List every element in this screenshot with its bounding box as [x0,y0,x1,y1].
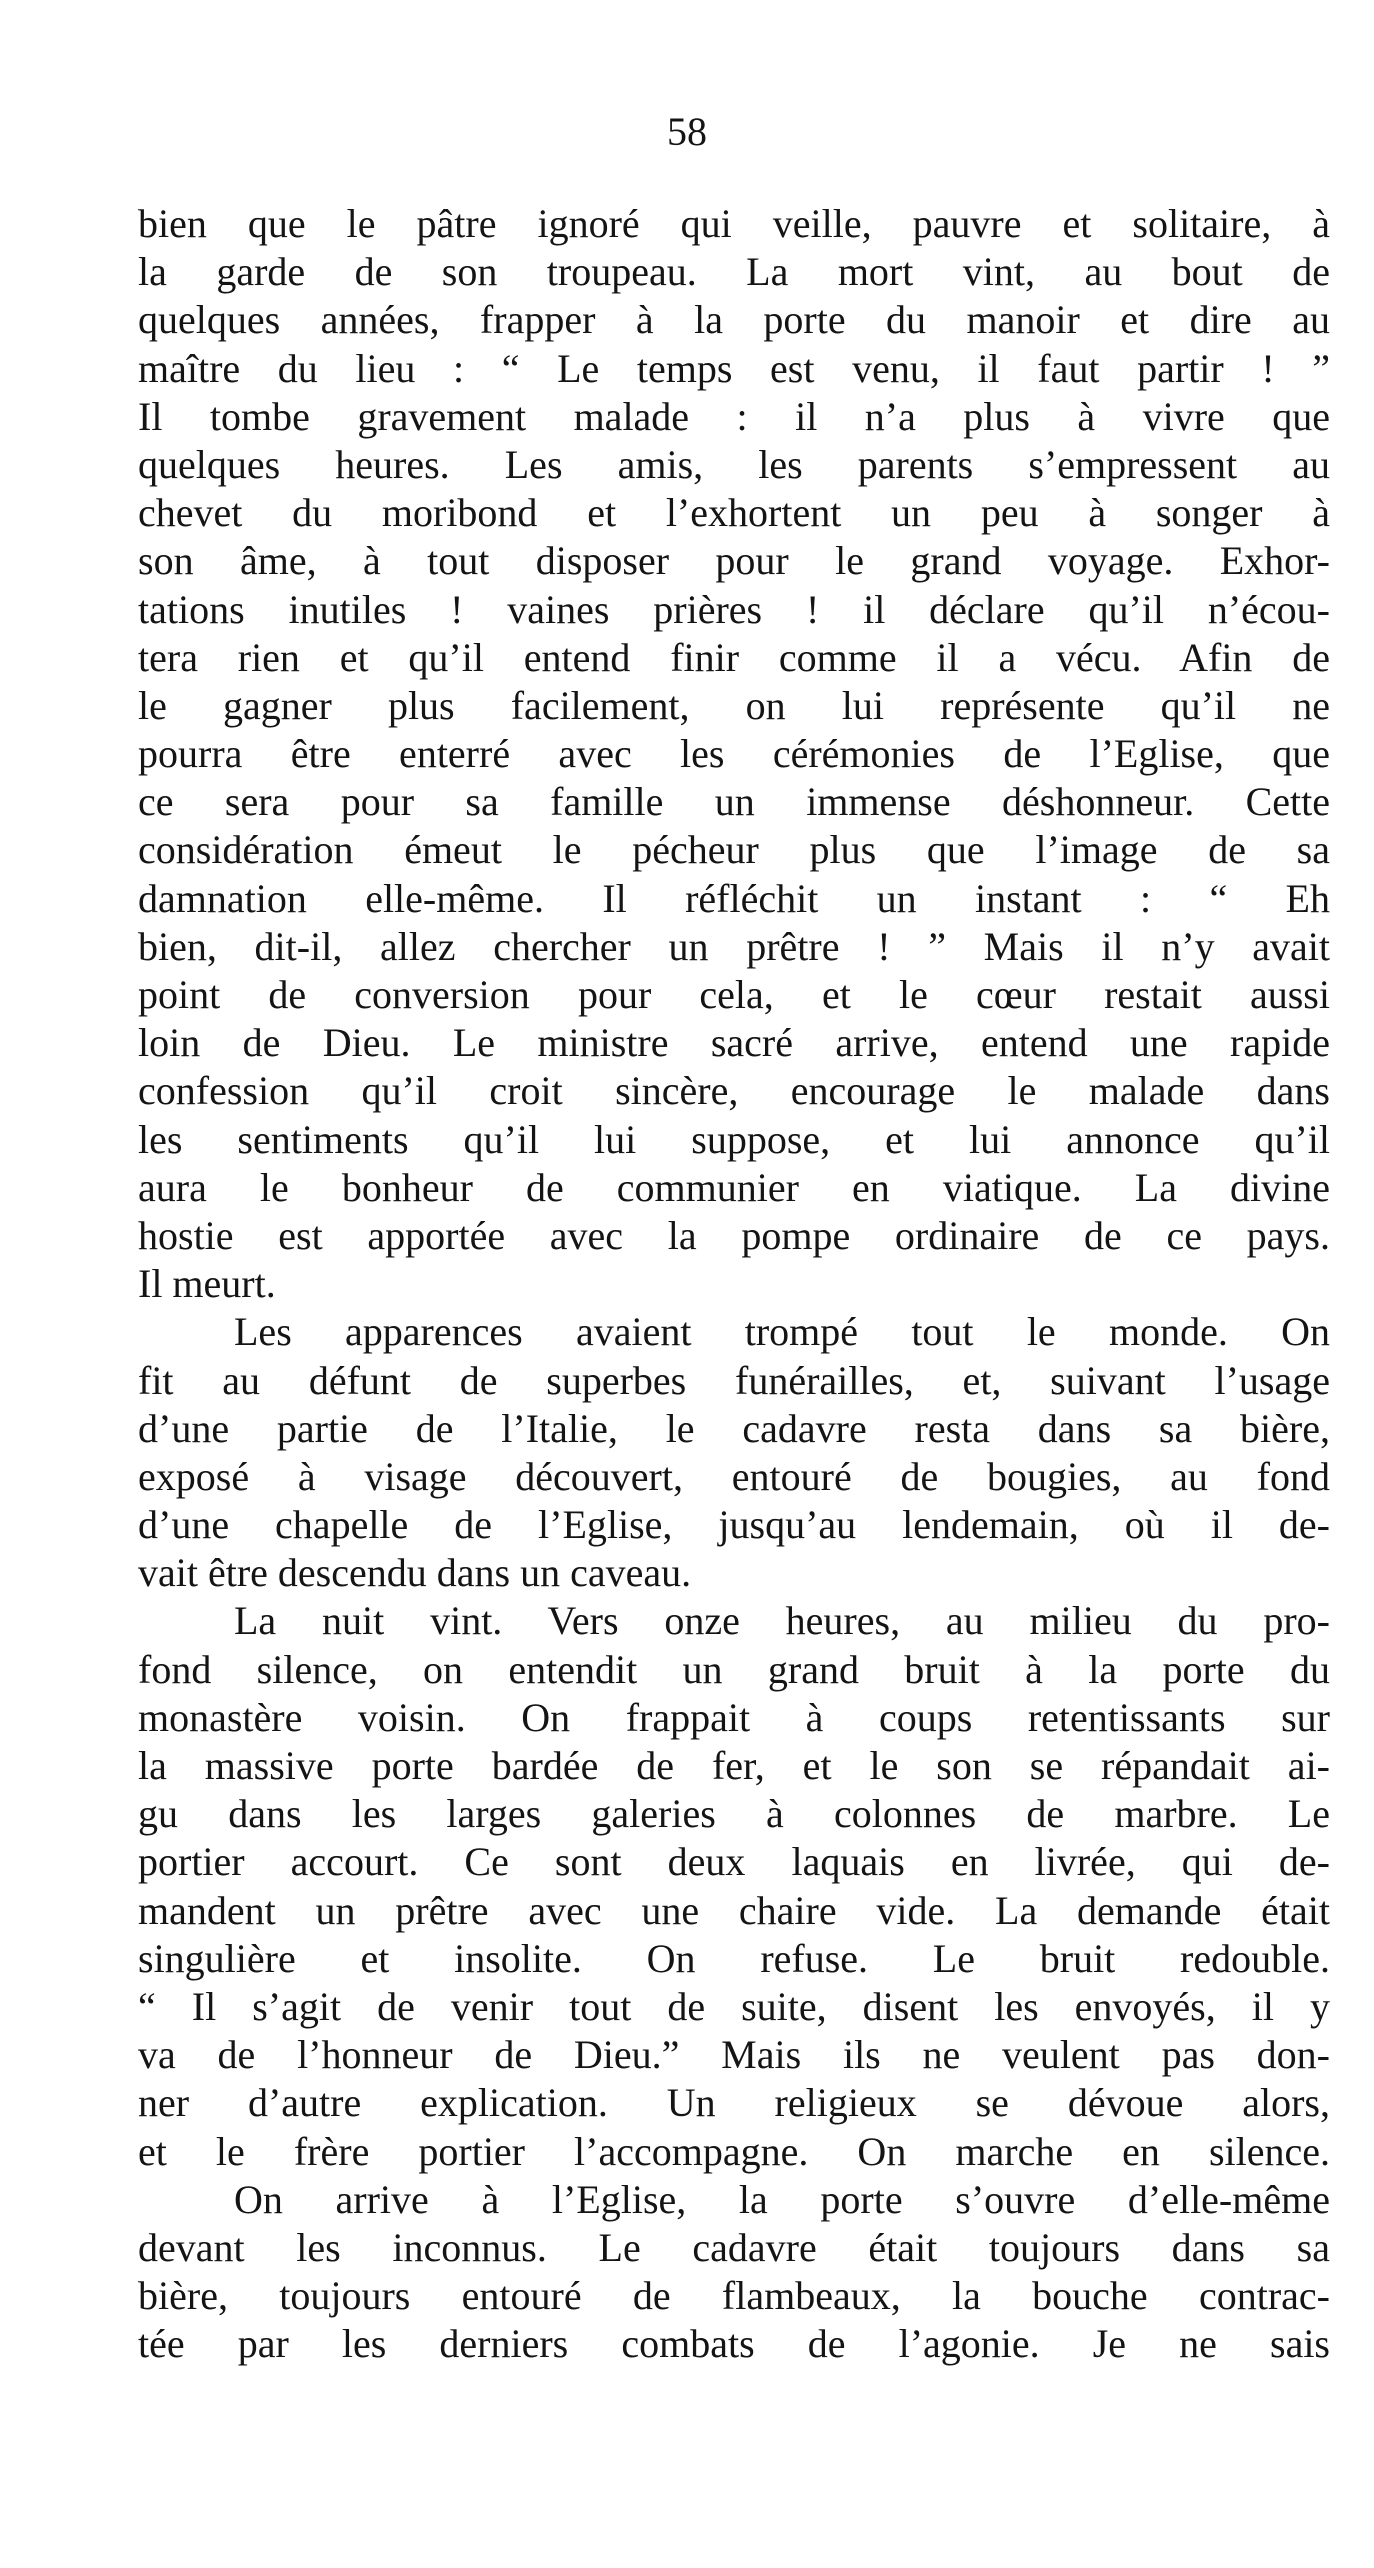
text-line: fit au défunt de superbes funérailles, et, suivant l’usage [138,1357,1330,1403]
text-line: la garde de son troupeau. La mort vint, au bout de [138,249,1330,295]
text-line: quelques heures. Les amis, les parents s’empressent au [138,441,1330,487]
body-text [138,200,1330,2368]
text-line: quelques années, frapper à la porte du manoir et dire au [138,297,1330,343]
text-line: ner d’autre explication. Un religieux se dévoue alors, [138,2080,1330,2126]
text-line: bière, toujours entouré de flambeaux, la bouche contrac- [138,2273,1330,2319]
text-line: tations inutiles ! vaines prières ! il déclare qu’il n’écou- [138,586,1330,632]
text-line: portier accourt. Ce sont deux laquais en livrée, qui de- [138,1839,1330,1885]
text-line: vait être descendu dans un caveau. [138,1550,692,1596]
text-line: considération émeut le pécheur plus que l’image de sa [138,827,1330,873]
text-line: son âme, à tout disposer pour le grand voyage. Exhor- [138,538,1330,584]
text-line: tera rien et qu’il entend finir comme il a vécu. Afin de [138,634,1330,680]
text-line: aura le bonheur de communier en viatique. La divine [138,1164,1330,1210]
text-line: confession qu’il croit sincère, encourage le malade dans [138,1068,1330,1114]
text-line: Il tombe gravement malade : il n’a plus à vivre que [138,393,1330,439]
text-line: loin de Dieu. Le ministre sacré arrive, entend une rapide [138,1020,1330,1066]
text-line: ce sera pour sa famille un immense déshonneur. Cette [138,779,1330,825]
text-line: bien, dit-il, allez chercher un prêtre ! ” Mais il n’y avait [138,923,1330,969]
text-line: Il meurt. [138,1261,276,1307]
text-line: damnation elle-même. Il réfléchit un instant : “ Eh [138,875,1330,921]
text-line: “ Il s’agit de venir tout de suite, disent les envoyés, il y [138,1983,1330,2029]
text-line: pourra être enterré avec les cérémonies de l’Eglise, que [138,731,1330,777]
text-line: fond silence, on entendit un grand bruit à la porte du [138,1646,1330,1692]
text-line: gu dans les larges galeries à colonnes de marbre. Le [138,1791,1330,1837]
text-line: singulière et insolite. On refuse. Le bruit redouble. [138,1935,1330,1981]
text-line: hostie est apportée avec la pompe ordinaire de ce pays. [138,1212,1330,1258]
text-line: d’une chapelle de l’Eglise, jusqu’au lendemain, où il de- [138,1502,1330,1548]
text-line: Les apparences avaient trompé tout le monde. On [234,1309,1330,1355]
text-line: point de conversion pour cela, et le cœur restait aussi [138,972,1330,1017]
text-line: la massive porte bardée de fer, et le son se répandait ai- [138,1743,1330,1788]
text-line: devant les inconnus. Le cadavre était toujours dans sa [138,2224,1330,2270]
text-line: On arrive à l’Eglise, la porte s’ouvre d’elle-même [234,2176,1330,2222]
text-line: mandent un prêtre avec une chaire vide. La demande était [138,1887,1330,1933]
text-line: monastère voisin. On frappait à coups retentissants sur [138,1694,1330,1740]
text-line: va de l’honneur de Dieu.” Mais ils ne veulent pas don- [138,2032,1330,2078]
text-line: le gagner plus facilement, on lui représente qu’il ne [138,682,1330,728]
text-line: tée par les derniers combats de l’agonie. Je ne sais [138,2321,1330,2367]
text-line: La nuit vint. Vers onze heures, au milieu du pro- [234,1598,1330,1644]
text-line: maître du lieu : “ Le temps est venu, il faut partir ! ” [138,345,1330,391]
text-line: bien que le pâtre ignoré qui veille, pauvre et solitaire, à [138,201,1330,246]
text-line: les sentiments qu’il lui suppose, et lui annonce qu’il [138,1116,1330,1162]
text-line: d’une partie de l’Italie, le cadavre resta dans sa bière, [138,1405,1330,1451]
text-line: exposé à visage découvert, entouré de bougies, au fond [138,1453,1330,1499]
text-line: et le frère portier l’accompagne. On marche en silence. [138,2128,1330,2174]
page-number: 58 [667,109,707,154]
text-line: chevet du moribond et l’exhortent un peu à songer à [138,490,1330,536]
